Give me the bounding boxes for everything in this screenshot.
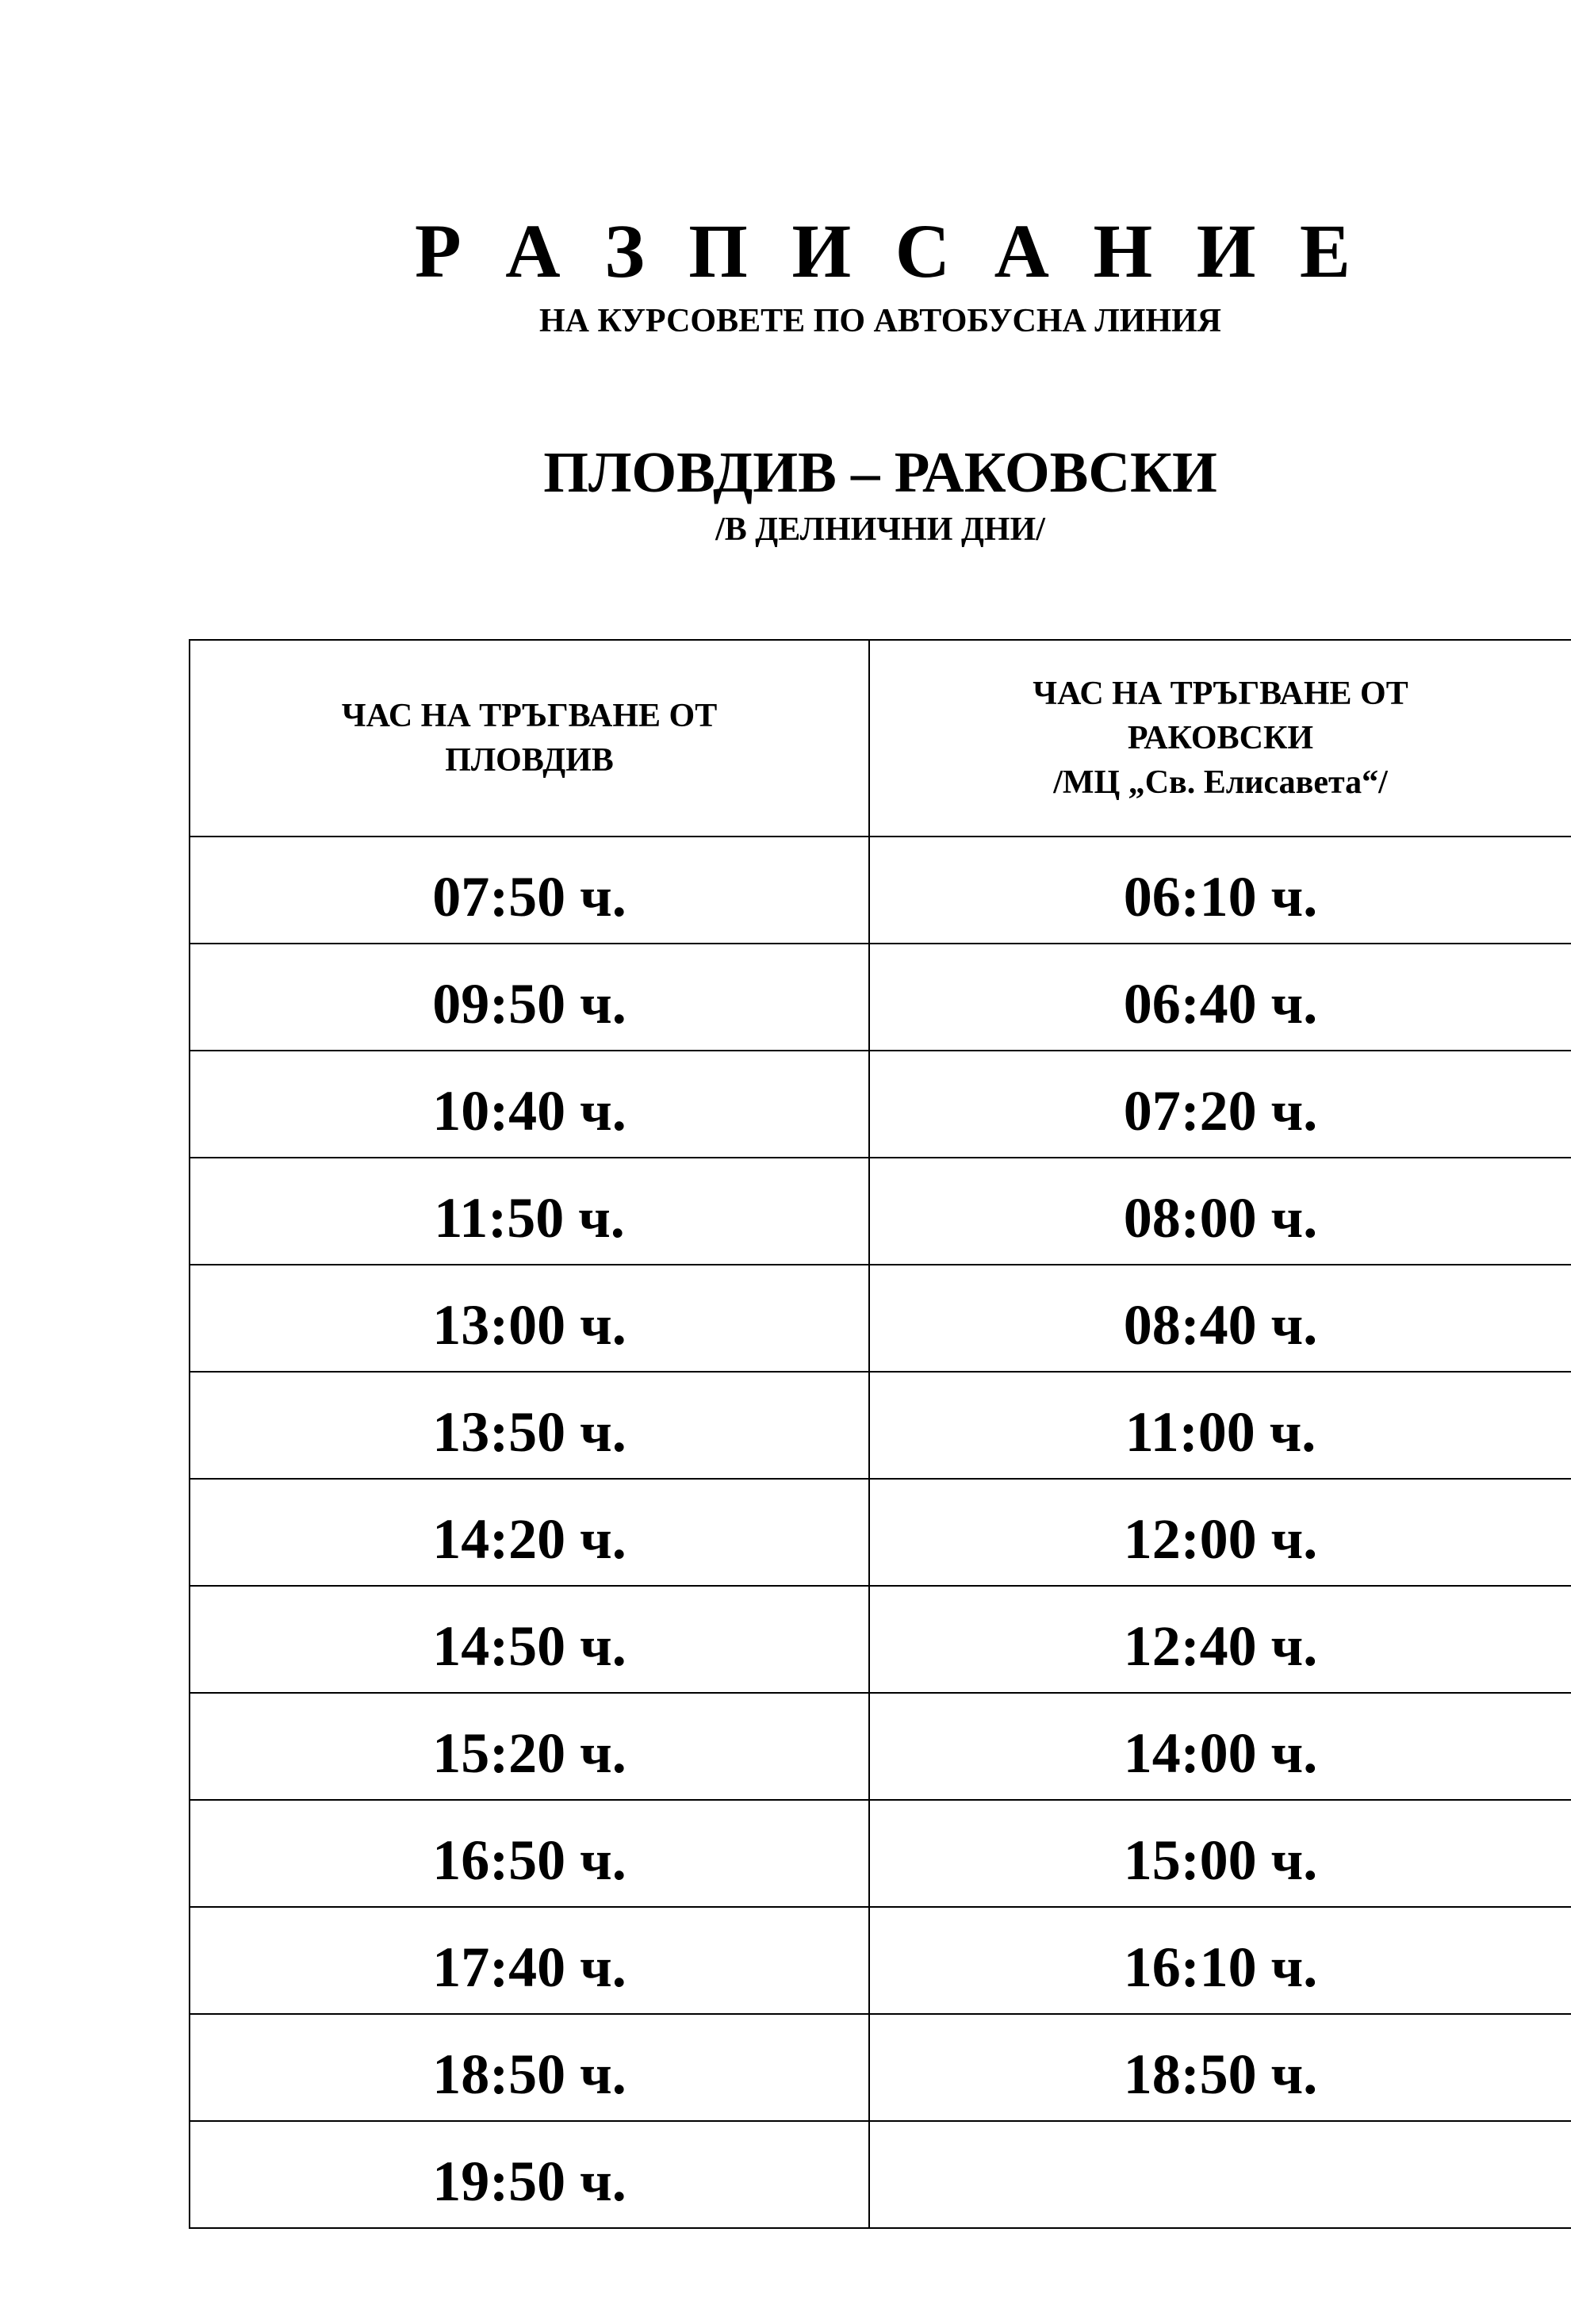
- route-heading: ПЛОВДИВ – РАКОВСКИ: [543, 440, 1217, 504]
- time-from-plovdiv-cell: [190, 1158, 869, 1265]
- time-value: 06:10 ч.: [1123, 864, 1318, 928]
- time-value: 18:50 ч.: [432, 2042, 626, 2106]
- time-from-rakovski-cell: [869, 1265, 1571, 1372]
- time-value: 08:00 ч.: [1123, 1185, 1318, 1250]
- time-value: 14:50 ч.: [432, 1614, 626, 1678]
- time-from-plovdiv-cell: [190, 1693, 869, 1800]
- table-row: [190, 1372, 1571, 1479]
- table-row: [190, 1907, 1571, 2014]
- time-from-plovdiv-cell: [190, 1800, 869, 1907]
- time-value: 14:20 ч.: [432, 1507, 626, 1571]
- time-from-plovdiv-cell: [190, 1479, 869, 1586]
- time-value: 11:50 ч.: [434, 1185, 625, 1250]
- time-from-plovdiv-cell: [190, 1907, 869, 2014]
- title-letter: А: [505, 209, 561, 293]
- time-from-plovdiv-cell: [190, 1051, 869, 1158]
- time-from-plovdiv-cell: [190, 1372, 869, 1479]
- time-from-rakovski-cell: [869, 1586, 1571, 1693]
- time-from-plovdiv-cell: [190, 1265, 869, 1372]
- table-row: [190, 1158, 1571, 1265]
- header-departure-plovdiv: [190, 640, 869, 837]
- time-from-rakovski-cell: [869, 1800, 1571, 1907]
- time-value: 07:50 ч.: [432, 864, 626, 928]
- time-value: 13:50 ч.: [432, 1399, 626, 1464]
- table-row: [190, 2014, 1571, 2121]
- time-value: 09:50 ч.: [432, 971, 626, 1036]
- time-value: 13:00 ч.: [432, 1292, 626, 1357]
- time-value: 16:10 ч.: [1123, 1935, 1318, 1999]
- time-value: 16:50 ч.: [432, 1828, 626, 1892]
- time-value: 08:40 ч.: [1123, 1292, 1318, 1357]
- title-letter: З: [604, 209, 645, 293]
- route-note: /В ДЕЛНИЧНИ ДНИ/: [715, 511, 1045, 548]
- title-letter: П: [688, 209, 748, 293]
- time-value: 15:00 ч.: [1123, 1828, 1318, 1892]
- time-from-plovdiv-cell: [190, 837, 869, 944]
- time-value: 06:40 ч.: [1123, 971, 1318, 1036]
- time-value: 15:20 ч.: [432, 1721, 626, 1785]
- table-row: [190, 1586, 1571, 1693]
- time-from-rakovski-cell: [869, 1693, 1571, 1800]
- time-value: 11:00 ч.: [1125, 1399, 1316, 1464]
- header-line: /МЦ „Св. Елисавета“/: [1053, 764, 1388, 801]
- table-row: [190, 944, 1571, 1051]
- time-value: 12:00 ч.: [1123, 1507, 1318, 1571]
- document-title: [415, 208, 1351, 295]
- title-letter: С: [895, 209, 951, 293]
- time-from-rakovski-cell: [869, 1907, 1571, 2014]
- time-from-rakovski-cell: [869, 837, 1571, 944]
- table-row: [190, 1479, 1571, 1586]
- title-letter: А: [994, 209, 1049, 293]
- time-from-rakovski-cell: [869, 944, 1571, 1051]
- header-line: РАКОВСКИ: [1127, 720, 1314, 756]
- title-letter: Р: [415, 209, 462, 293]
- table-row: [190, 1693, 1571, 1800]
- time-from-plovdiv-cell: [190, 1586, 869, 1693]
- time-from-plovdiv-cell: [190, 2014, 869, 2121]
- table-header-row: [190, 640, 1571, 837]
- table-row: [190, 2121, 1571, 2228]
- title-letter: Е: [1299, 209, 1351, 293]
- table-row: [190, 1265, 1571, 1372]
- time-from-plovdiv-cell: [190, 944, 869, 1051]
- time-value: 12:40 ч.: [1123, 1614, 1318, 1678]
- time-from-rakovski-cell: [869, 1372, 1571, 1479]
- time-value: 07:20 ч.: [1123, 1078, 1318, 1143]
- header-departure-rakovski: [869, 640, 1571, 837]
- time-value: 10:40 ч.: [432, 1078, 626, 1143]
- time-value: 18:50 ч.: [1123, 2042, 1318, 2106]
- schedule-body: [190, 837, 1571, 2228]
- header-line: ПЛОВДИВ: [445, 742, 614, 779]
- table-row: [190, 1800, 1571, 1907]
- schedule-table: [189, 639, 1571, 2229]
- table-row: [190, 1051, 1571, 1158]
- table-row: [190, 837, 1571, 944]
- document-subtitle: НА КУРСОВЕТЕ ПО АВТОБУСНА ЛИНИЯ: [539, 303, 1221, 339]
- time-from-rakovski-cell: [869, 1479, 1571, 1586]
- time-from-rakovski-cell: [869, 1051, 1571, 1158]
- time-from-rakovski-cell: [869, 1158, 1571, 1265]
- time-value: 14:00 ч.: [1123, 1721, 1318, 1785]
- time-from-rakovski-cell: [869, 2014, 1571, 2121]
- time-from-rakovski-cell: [869, 2121, 1571, 2228]
- time-value: 19:50 ч.: [432, 2149, 626, 2213]
- time-from-plovdiv-cell: [190, 2121, 869, 2228]
- title-letter: Н: [1093, 209, 1153, 293]
- title-letter: И: [791, 209, 852, 293]
- header-line: ЧАС НА ТРЪГВАНЕ ОТ: [341, 698, 718, 734]
- title-letter: И: [1196, 209, 1256, 293]
- header-line: ЧАС НА ТРЪГВАНЕ ОТ: [1033, 676, 1408, 712]
- time-value: 17:40 ч.: [432, 1935, 626, 1999]
